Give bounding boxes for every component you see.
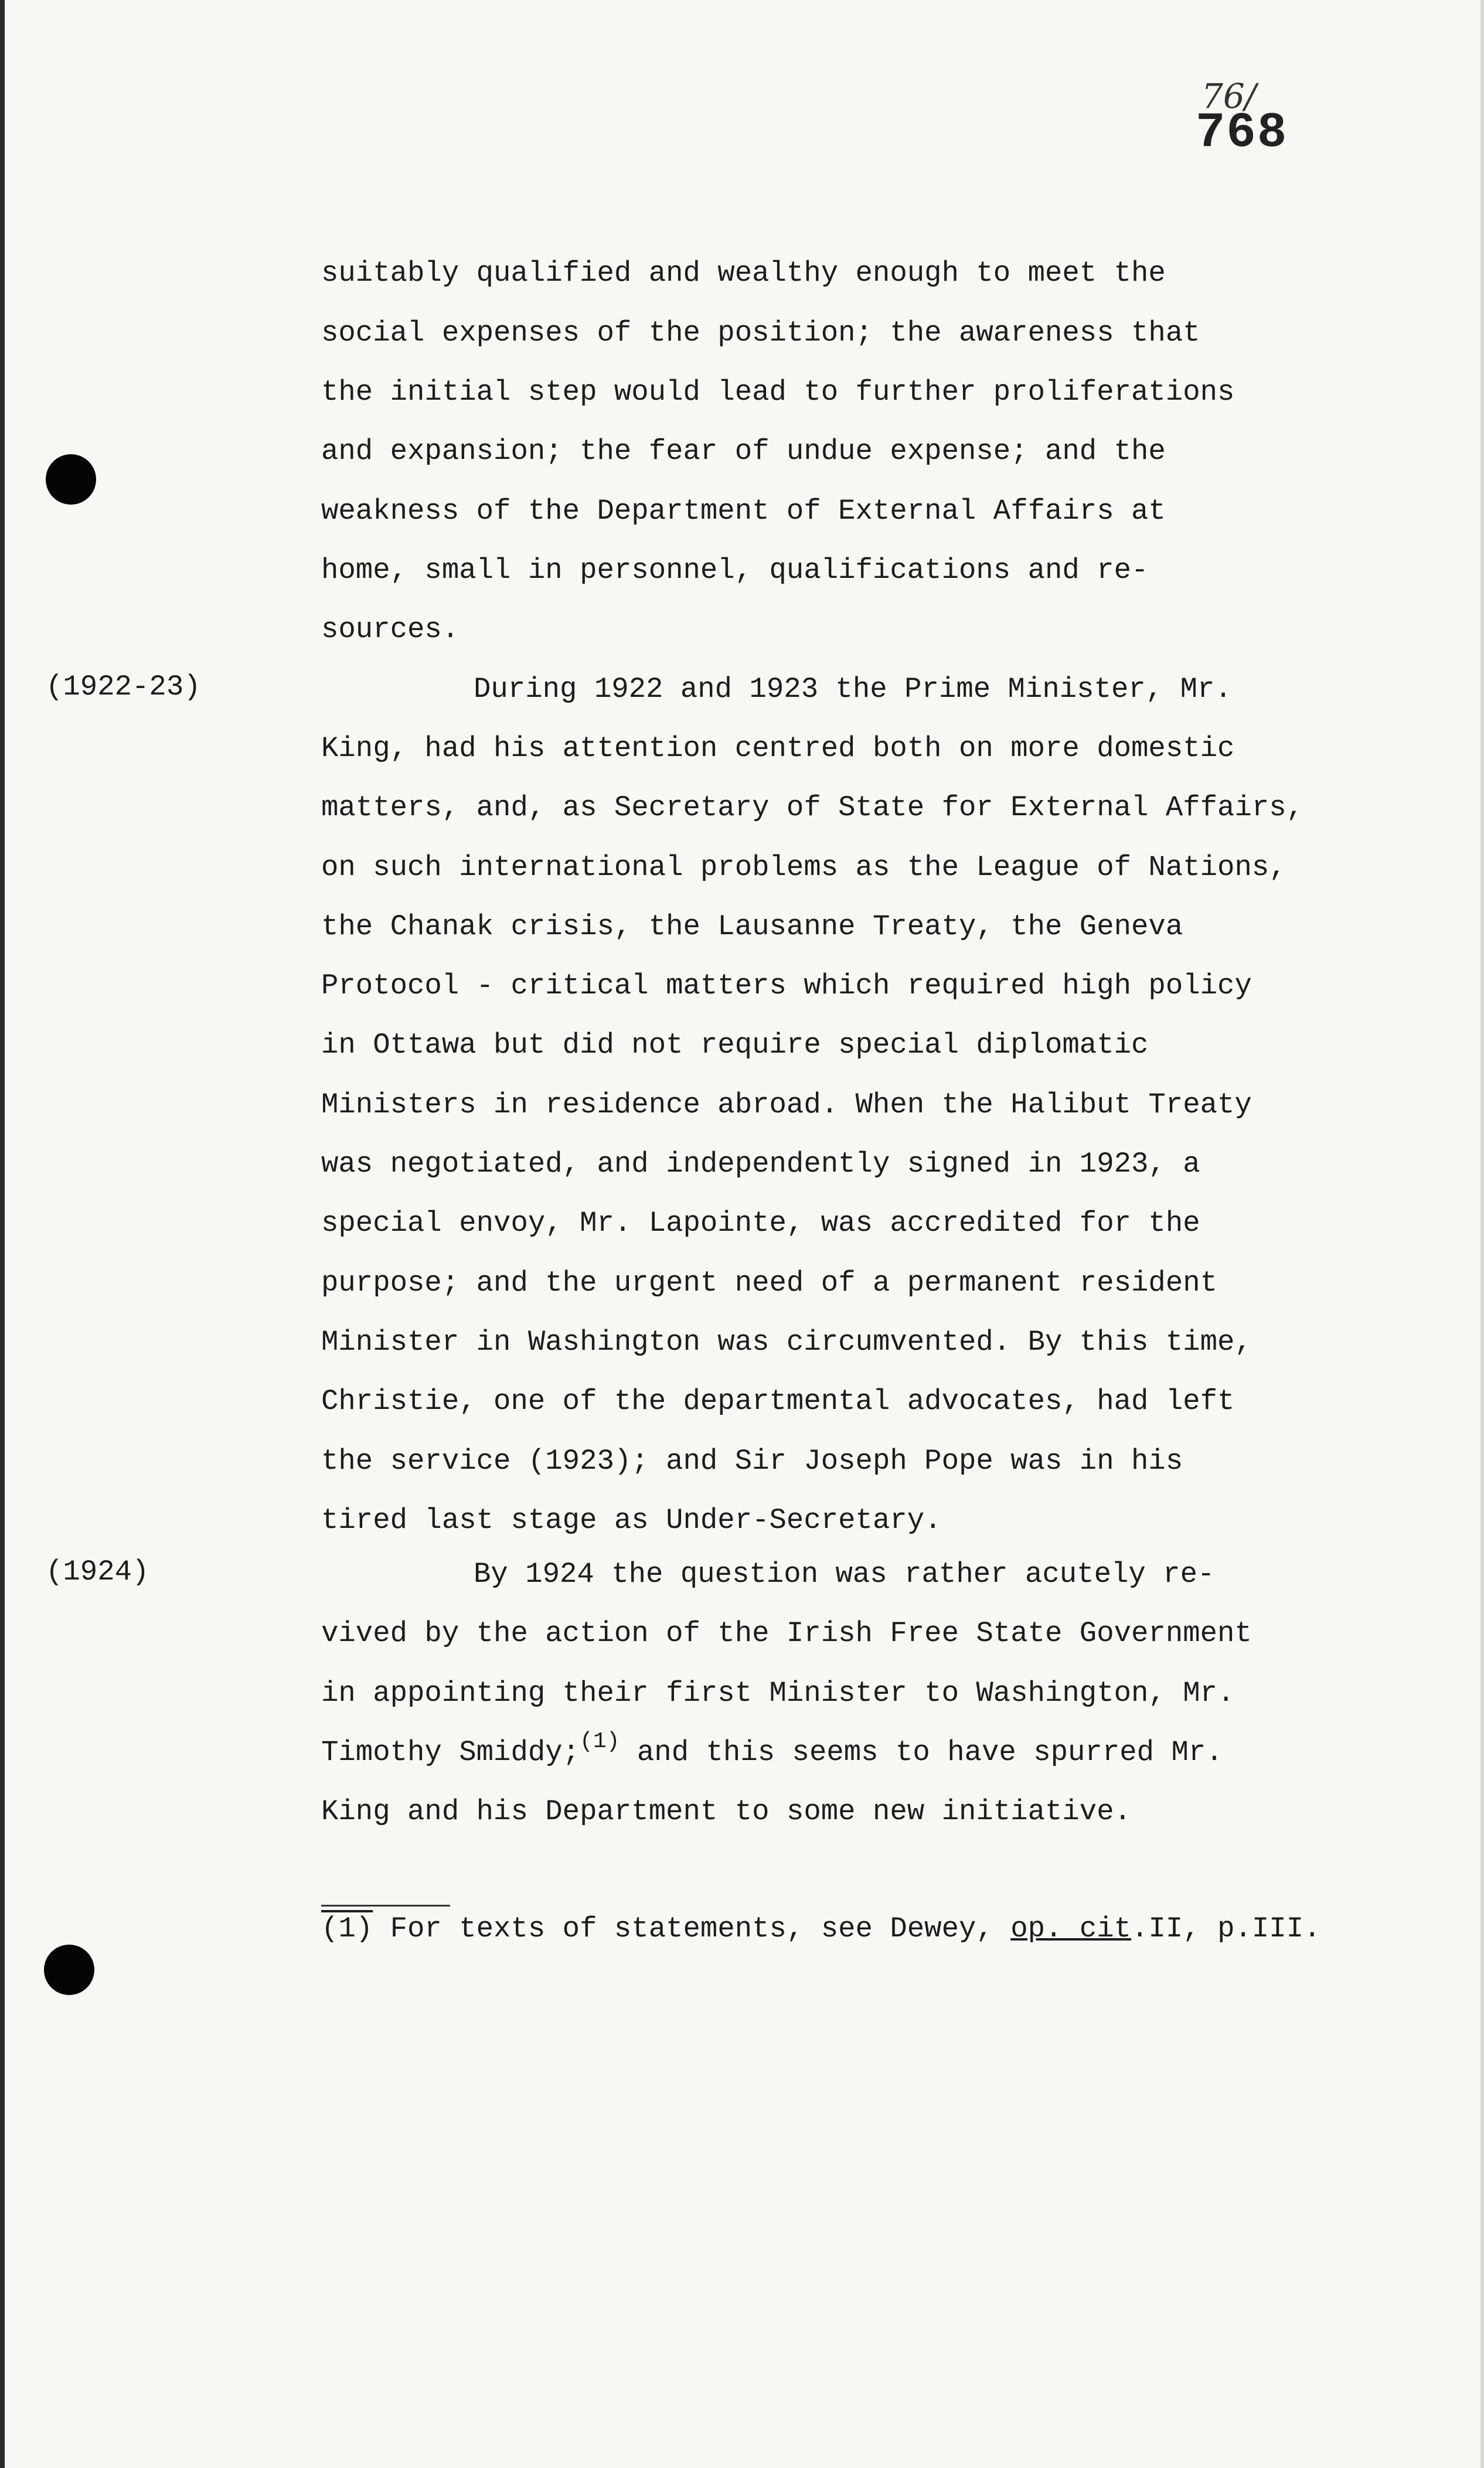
text-line: the initial step would lead to further proliferations [321,376,1235,409]
footnote-number: (1) [321,1912,373,1945]
text-line: in appointing their first Minister to Washington, Mr. [321,1677,1235,1710]
footnote-marker: (1) [580,1729,620,1754]
text-line: Ministers in residence abroad. When the Halibut Treaty [321,1088,1252,1121]
text-line: the Chanak crisis, the Lausanne Treaty, the Geneva [321,910,1183,943]
page-number: 768 [1196,105,1288,161]
text-line: By 1924 the question was rather acutely re- [474,1558,1215,1591]
text-fragment: Timothy Smiddy; [321,1736,580,1769]
text-line-with-footnote [321,1729,1223,1769]
handwritten-page-number: 76/ [1202,76,1257,116]
footnote-rule [321,1905,450,1907]
text-line: social expenses of the position; the awareness that [321,316,1200,349]
margin-note-1924: (1924) [46,1555,149,1588]
scan-edge-left [0,0,5,2468]
text-line: King and his Department to some new initiative. [321,1795,1132,1828]
text-line: King, had his attention centred both on more domestic [321,732,1235,765]
footnote [321,1912,1321,1945]
footnote-reference: op. cit [1010,1912,1132,1945]
text-line: Christie, one of the departmental advocates, had left [321,1385,1235,1418]
text-line: in Ottawa but did not require special diplomatic [321,1029,1149,1061]
text-line: the service (1923); and Sir Joseph Pope was in his [321,1445,1183,1478]
text-fragment: and this seems to have spurred Mr. [620,1736,1223,1769]
text-line: and expansion; the fear of undue expense; and the [321,435,1166,468]
text-line: special envoy, Mr. Lapointe, was accredited for the [321,1207,1200,1240]
text-line: During 1922 and 1923 the Prime Minister, Mr. [474,673,1232,706]
punch-hole [46,454,96,505]
punch-hole [44,1945,94,1995]
text-line: Protocol - critical matters which required high policy [321,969,1252,1002]
text-line: matters, and, as Secretary of State for External Affairs, [321,791,1304,824]
scan-edge-right [1480,0,1484,2468]
text-line: suitably qualified and wealthy enough to meet the [321,257,1166,290]
text-line: on such international problems as the League of Nations, [321,851,1286,884]
text-line: sources. [321,613,460,646]
text-line: tired last stage as Under-Secretary. [321,1504,942,1537]
text-line: was negotiated, and independently signed in 1923, a [321,1148,1200,1180]
text-line: weakness of the Department of External Affairs at [321,495,1166,527]
text-line: purpose; and the urgent need of a permanent resident [321,1267,1218,1299]
text-line: vived by the action of the Irish Free State Government [321,1617,1252,1650]
text-line: home, small in personnel, qualifications and re- [321,554,1149,587]
margin-note-1922-23: (1922-23) [46,670,201,703]
text-line: Minister in Washington was circumvented. By this time, [321,1326,1252,1359]
footnote-text: .II, p.III. [1131,1912,1321,1945]
footnote-text: For texts of statements, see Dewey, [373,1912,1011,1945]
